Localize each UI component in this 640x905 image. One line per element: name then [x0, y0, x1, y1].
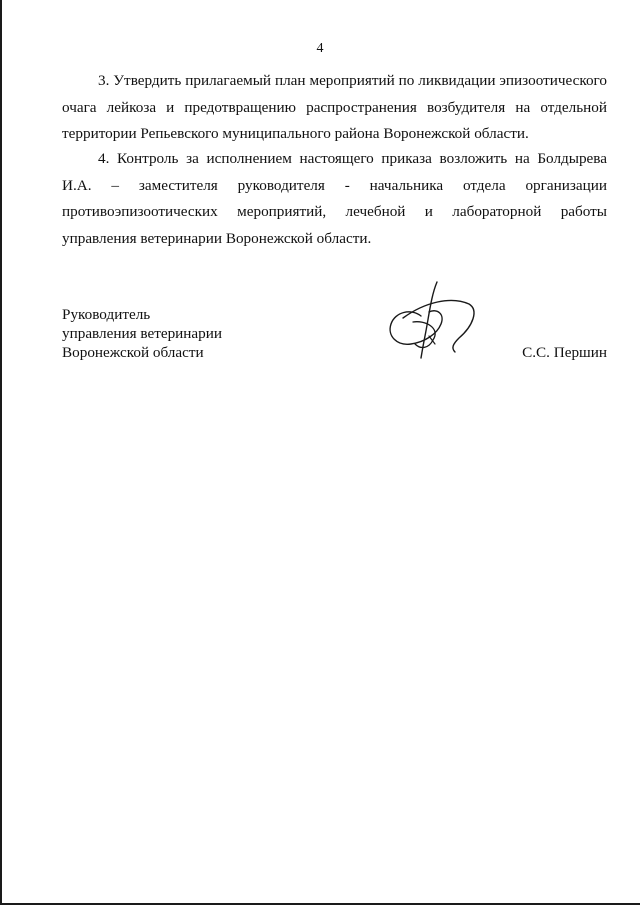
- paragraph-item-3: 3. Утвердить прилагаемый план мероприятий по ликвидации эпизоотического очага лейкоза и предотвращению распространения возбудителя на отдельной территории Репьевского муниципального района Воронежской области.: [62, 72, 607, 142]
- page-number: 4: [316, 41, 324, 56]
- signatory-position: [62, 305, 222, 362]
- scan-left-border: [0, 0, 2, 905]
- signatory-name: С.С. Першин: [522, 344, 607, 361]
- position-line-3: Воронежской области: [62, 344, 204, 361]
- position-line-2: управления ветеринарии: [62, 325, 223, 342]
- handwritten-signature: [385, 278, 485, 360]
- position-line-1: Руководитель: [62, 306, 151, 323]
- paragraph-item-4: 4. Контроль за исполнением настоящего приказа возложить на Болдырева И.А. – заместителя руководителя - начальника отдела организации противоэпизоотических мероприятий, лечебной и лабораторной работы управления ветеринарии Воронежской области.: [62, 150, 607, 247]
